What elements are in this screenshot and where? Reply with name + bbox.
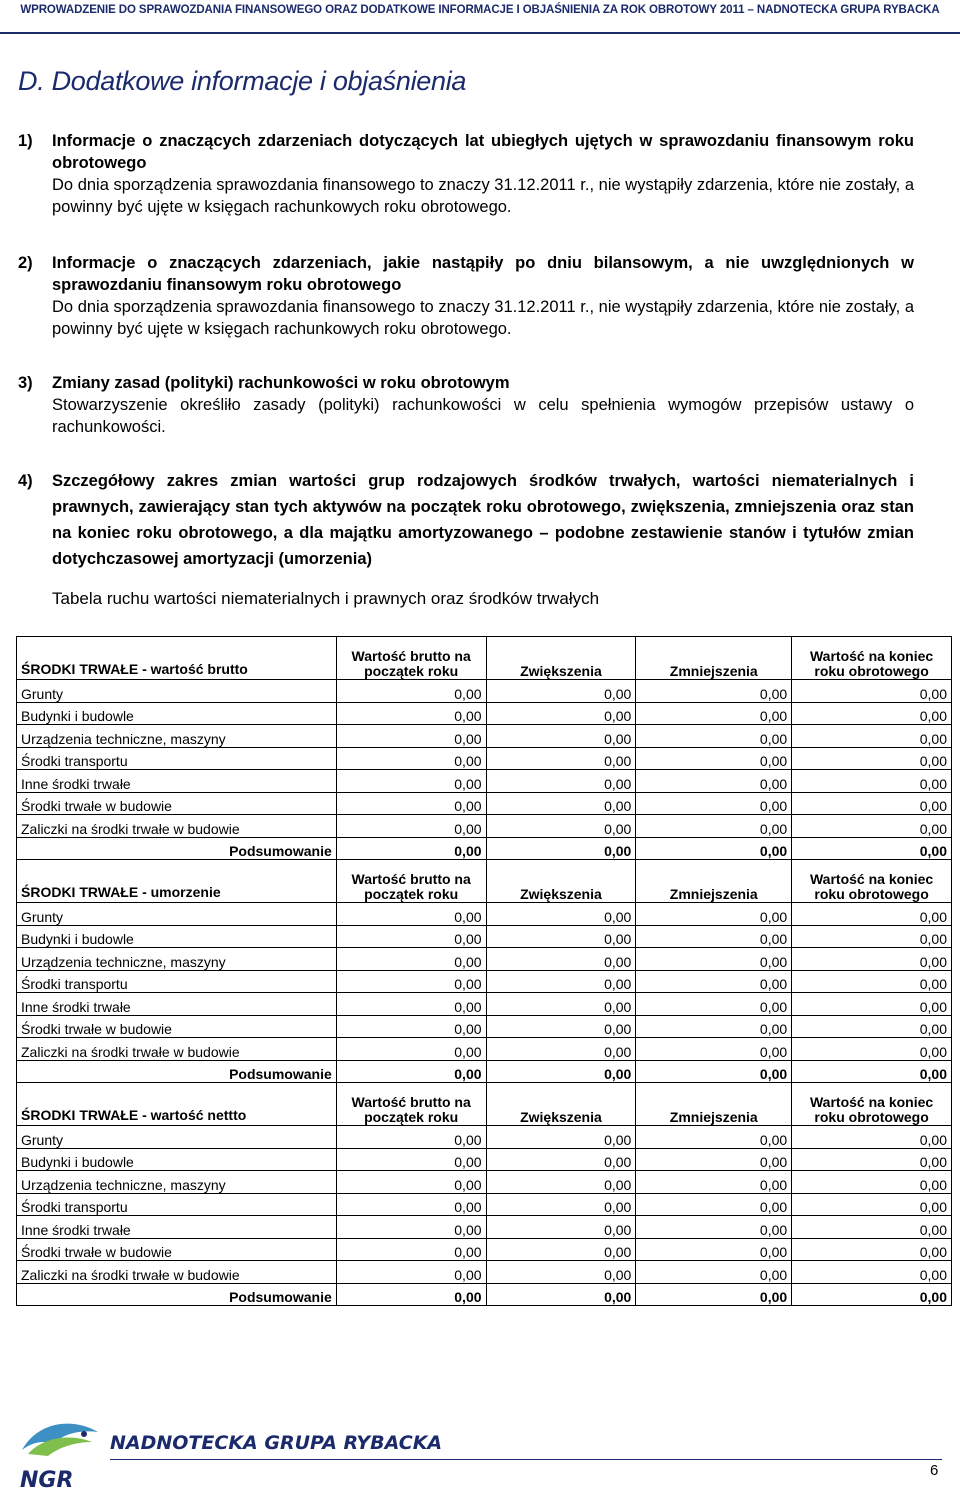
table-cell: 0,00 — [486, 815, 636, 838]
table-row — [17, 1193, 952, 1216]
item-heading: Zmiany zasad (polityki) rachunkowości w roku obrotowym — [52, 374, 510, 392]
item-body: Do dnia sporządzenia sprawozdania finansowego to znaczy 31.12.2011 r., nie wystąpiły zdarzenia, które nie zostały, a powinny być ujęte w księgach rachunkowych roku obrotowego. — [52, 298, 914, 338]
table-cell: 0,00 — [486, 770, 636, 793]
table-cell: 0,00 — [336, 725, 486, 748]
row-label: Środki trwałe w budowie — [17, 1238, 337, 1261]
table-cell: 0,00 — [486, 1261, 636, 1284]
column-header-end: Wartość na koniec roku obrotowego — [792, 860, 952, 903]
table-cell: 0,00 — [636, 1261, 792, 1284]
column-header-start: Wartość brutto na początek roku — [336, 637, 486, 680]
table-cell: 0,00 — [792, 948, 952, 971]
table-cell: 0,00 — [486, 970, 636, 993]
item-number: 3) — [18, 374, 33, 392]
running-header: WPROWADZENIE DO SPRAWOZDANIA FINANSOWEGO ORAZ DODATKOWE INFORMACJE I OBJAŚNIENIA ZA ROK OBROTOWY 2011 – NADNOTECKA GRUPA RYBACKA — [20, 4, 940, 16]
column-header-end: Wartość na koniec roku obrotowego — [792, 637, 952, 680]
item-3 — [18, 372, 914, 438]
summary-cell: 0,00 — [486, 1060, 636, 1083]
table-cell: 0,00 — [336, 1148, 486, 1171]
table-row — [17, 1126, 952, 1149]
row-label: Środki transportu — [17, 747, 337, 770]
column-header-decrease: Zmniejszenia — [636, 637, 792, 680]
row-label: Środki trwałe w budowie — [17, 1015, 337, 1038]
logo-text: NGR — [20, 1468, 74, 1493]
summary-row — [17, 1060, 952, 1083]
table-section-header — [17, 860, 952, 903]
table-row — [17, 680, 952, 703]
table-cell: 0,00 — [486, 747, 636, 770]
summary-cell: 0,00 — [792, 1283, 952, 1306]
summary-cell: 0,00 — [486, 837, 636, 860]
table-cell: 0,00 — [792, 903, 952, 926]
table-cell: 0,00 — [336, 1216, 486, 1239]
table-row — [17, 970, 952, 993]
item-body: Stowarzyszenie określiło zasady (polityki) rachunkowości w celu spełnienia wymogów przepisów ustawy o rachunkowości. — [52, 396, 914, 436]
summary-label: Podsumowanie — [17, 837, 337, 860]
row-label: Urządzenia techniczne, maszyny — [17, 948, 337, 971]
row-label: Grunty — [17, 680, 337, 703]
column-header-decrease: Zmniejszenia — [636, 1083, 792, 1126]
table-cell: 0,00 — [336, 1193, 486, 1216]
row-label: Środki trwałe w budowie — [17, 792, 337, 815]
row-label: Budynki i budowle — [17, 1148, 337, 1171]
table-row — [17, 1216, 952, 1239]
summary-cell: 0,00 — [486, 1283, 636, 1306]
item-heading: Szczegółowy zakres zmian wartości grup rodzajowych środków trwałych, wartości niematerialnych i prawnych, zawierający stan tych aktywów na początek roku obrotowego, zwiększenia, zmniejszenia oraz stan na koniec roku obrotowego, a dla majątku amortyzowanego – podobne zestawienie stanów i tytułów zmian dotychczasowej amortyzacji (umorzenia) — [52, 472, 914, 568]
table-cell: 0,00 — [486, 948, 636, 971]
table-cell: 0,00 — [792, 680, 952, 703]
section-label: ŚRODKI TRWAŁE - wartość brutto — [17, 637, 337, 680]
item-1 — [18, 130, 914, 218]
table-row — [17, 1148, 952, 1171]
table-cell: 0,00 — [486, 702, 636, 725]
row-label: Grunty — [17, 903, 337, 926]
table-cell: 0,00 — [636, 993, 792, 1016]
table-cell: 0,00 — [336, 747, 486, 770]
row-label: Inne środki trwałe — [17, 770, 337, 793]
table-cell: 0,00 — [792, 993, 952, 1016]
column-header-increase: Zwiększenia — [486, 860, 636, 903]
table-cell: 0,00 — [792, 1126, 952, 1149]
table-cell: 0,00 — [636, 770, 792, 793]
table-row — [17, 1261, 952, 1284]
table-row — [17, 925, 952, 948]
table-cell: 0,00 — [636, 1038, 792, 1061]
table-cell: 0,00 — [486, 1238, 636, 1261]
table-row — [17, 747, 952, 770]
summary-label: Podsumowanie — [17, 1060, 337, 1083]
table-cell: 0,00 — [486, 792, 636, 815]
item-number: 2) — [18, 254, 33, 272]
table-cell: 0,00 — [792, 1148, 952, 1171]
table-cell: 0,00 — [486, 993, 636, 1016]
column-header-end: Wartość na koniec roku obrotowego — [792, 1083, 952, 1126]
table-row — [17, 1015, 952, 1038]
item-number: 4) — [18, 472, 33, 490]
table-cell: 0,00 — [792, 815, 952, 838]
table-cell: 0,00 — [336, 1171, 486, 1194]
row-label: Urządzenia techniczne, maszyny — [17, 1171, 337, 1194]
table-row — [17, 792, 952, 815]
item-number: 1) — [18, 132, 33, 150]
table-cell: 0,00 — [636, 725, 792, 748]
table-cell: 0,00 — [636, 747, 792, 770]
table-cell: 0,00 — [636, 1216, 792, 1239]
row-label: Grunty — [17, 1126, 337, 1149]
summary-row — [17, 1283, 952, 1306]
table-cell: 0,00 — [486, 1126, 636, 1149]
row-label: Inne środki trwałe — [17, 1216, 337, 1239]
section-title: D. Dodatkowe informacje i objaśnienia — [18, 66, 467, 96]
table-cell: 0,00 — [636, 1015, 792, 1038]
table-row — [17, 770, 952, 793]
table-cell: 0,00 — [336, 948, 486, 971]
column-header-decrease: Zmniejszenia — [636, 860, 792, 903]
table-cell: 0,00 — [636, 1171, 792, 1194]
item-heading: Informacje o znaczących zdarzeniach dotyczących lat ubiegłych ujętych w sprawozdaniu finansowym roku obrotowego — [52, 132, 914, 172]
table-cell: 0,00 — [792, 925, 952, 948]
row-label: Inne środki trwałe — [17, 993, 337, 1016]
table-cell: 0,00 — [792, 1171, 952, 1194]
summary-row — [17, 837, 952, 860]
table-cell: 0,00 — [636, 948, 792, 971]
table-cell: 0,00 — [486, 1148, 636, 1171]
table-cell: 0,00 — [792, 1261, 952, 1284]
table-cell: 0,00 — [792, 792, 952, 815]
table-row — [17, 815, 952, 838]
footer-brand: NADNOTECKA GRUPA RYBACKA — [110, 1432, 443, 1454]
column-header-start: Wartość brutto na początek roku — [336, 1083, 486, 1126]
table-cell: 0,00 — [792, 1216, 952, 1239]
row-label: Budynki i budowle — [17, 925, 337, 948]
table-cell: 0,00 — [336, 993, 486, 1016]
table-cell: 0,00 — [336, 925, 486, 948]
summary-cell: 0,00 — [792, 1060, 952, 1083]
table-cell: 0,00 — [792, 747, 952, 770]
column-header-increase: Zwiększenia — [486, 637, 636, 680]
table-cell: 0,00 — [636, 903, 792, 926]
item-2 — [18, 252, 914, 340]
column-header-start: Wartość brutto na początek roku — [336, 860, 486, 903]
table-cell: 0,00 — [336, 1038, 486, 1061]
table-row — [17, 702, 952, 725]
item-heading: Informacje o znaczących zdarzeniach, jakie nastąpiły po dniu bilansowym, a nie uwzględnionych w sprawozdaniu finansowym roku obrotowego — [52, 254, 914, 294]
table-cell: 0,00 — [636, 1126, 792, 1149]
table-section-header — [17, 637, 952, 680]
table-cell: 0,00 — [336, 702, 486, 725]
table-cell: 0,00 — [792, 702, 952, 725]
table-row — [17, 725, 952, 748]
table-row — [17, 1038, 952, 1061]
row-label: Zaliczki na środki trwałe w budowie — [17, 815, 337, 838]
table-row — [17, 948, 952, 971]
table-cell: 0,00 — [336, 770, 486, 793]
summary-cell: 0,00 — [336, 837, 486, 860]
table-caption: Tabela ruchu wartości niematerialnych i prawnych oraz środków trwałych — [52, 589, 600, 608]
table-cell: 0,00 — [636, 1238, 792, 1261]
table-cell: 0,00 — [792, 1238, 952, 1261]
table-section-header — [17, 1083, 952, 1126]
table-cell: 0,00 — [636, 970, 792, 993]
table-cell: 0,00 — [336, 1261, 486, 1284]
summary-label: Podsumowanie — [17, 1283, 337, 1306]
table-cell: 0,00 — [792, 1193, 952, 1216]
table-cell: 0,00 — [792, 770, 952, 793]
row-label: Urządzenia techniczne, maszyny — [17, 725, 337, 748]
table-row — [17, 1171, 952, 1194]
table-cell: 0,00 — [636, 792, 792, 815]
table-cell: 0,00 — [636, 925, 792, 948]
table-cell: 0,00 — [636, 702, 792, 725]
table-cell: 0,00 — [486, 680, 636, 703]
table-cell: 0,00 — [792, 970, 952, 993]
summary-cell: 0,00 — [792, 837, 952, 860]
table-cell: 0,00 — [636, 1148, 792, 1171]
table-cell: 0,00 — [336, 792, 486, 815]
table-cell: 0,00 — [792, 1015, 952, 1038]
table-cell: 0,00 — [636, 680, 792, 703]
section-label: ŚRODKI TRWAŁE - wartość nettto — [17, 1083, 337, 1126]
summary-cell: 0,00 — [636, 1060, 792, 1083]
table-cell: 0,00 — [486, 1171, 636, 1194]
table-row — [17, 1238, 952, 1261]
row-label: Zaliczki na środki trwałe w budowie — [17, 1038, 337, 1061]
summary-cell: 0,00 — [636, 837, 792, 860]
footer-divider — [110, 1459, 942, 1460]
table-cell: 0,00 — [486, 1038, 636, 1061]
table-cell: 0,00 — [336, 1238, 486, 1261]
table-cell: 0,00 — [636, 815, 792, 838]
fixed-assets-table — [16, 636, 952, 1306]
table-cell: 0,00 — [486, 1193, 636, 1216]
row-label: Środki transportu — [17, 1193, 337, 1216]
table-cell: 0,00 — [336, 815, 486, 838]
row-label: Zaliczki na środki trwałe w budowie — [17, 1261, 337, 1284]
item-body: Do dnia sporządzenia sprawozdania finansowego to znaczy 31.12.2011 r., nie wystąpiły zdarzenia, które nie zostały, a powinny być ujęte w księgach rachunkowych roku obrotowego. — [52, 176, 914, 216]
table-row — [17, 993, 952, 1016]
row-label: Budynki i budowle — [17, 702, 337, 725]
table-cell: 0,00 — [336, 1126, 486, 1149]
table-cell: 0,00 — [486, 1015, 636, 1038]
table-cell: 0,00 — [336, 1015, 486, 1038]
section-label: ŚRODKI TRWAŁE - umorzenie — [17, 860, 337, 903]
table-cell: 0,00 — [336, 970, 486, 993]
table-cell: 0,00 — [486, 1216, 636, 1239]
table-cell: 0,00 — [336, 903, 486, 926]
summary-cell: 0,00 — [336, 1283, 486, 1306]
table-cell: 0,00 — [486, 725, 636, 748]
summary-cell: 0,00 — [336, 1060, 486, 1083]
item-4 — [18, 468, 914, 572]
table-cell: 0,00 — [486, 925, 636, 948]
page-number: 6 — [930, 1462, 939, 1479]
table-cell: 0,00 — [336, 680, 486, 703]
table-cell: 0,00 — [792, 1038, 952, 1061]
table-cell: 0,00 — [792, 725, 952, 748]
column-header-increase: Zwiększenia — [486, 1083, 636, 1126]
row-label: Środki transportu — [17, 970, 337, 993]
header-divider — [0, 32, 960, 34]
table-row — [17, 903, 952, 926]
summary-cell: 0,00 — [636, 1283, 792, 1306]
table-cell: 0,00 — [636, 1193, 792, 1216]
table-cell: 0,00 — [486, 903, 636, 926]
